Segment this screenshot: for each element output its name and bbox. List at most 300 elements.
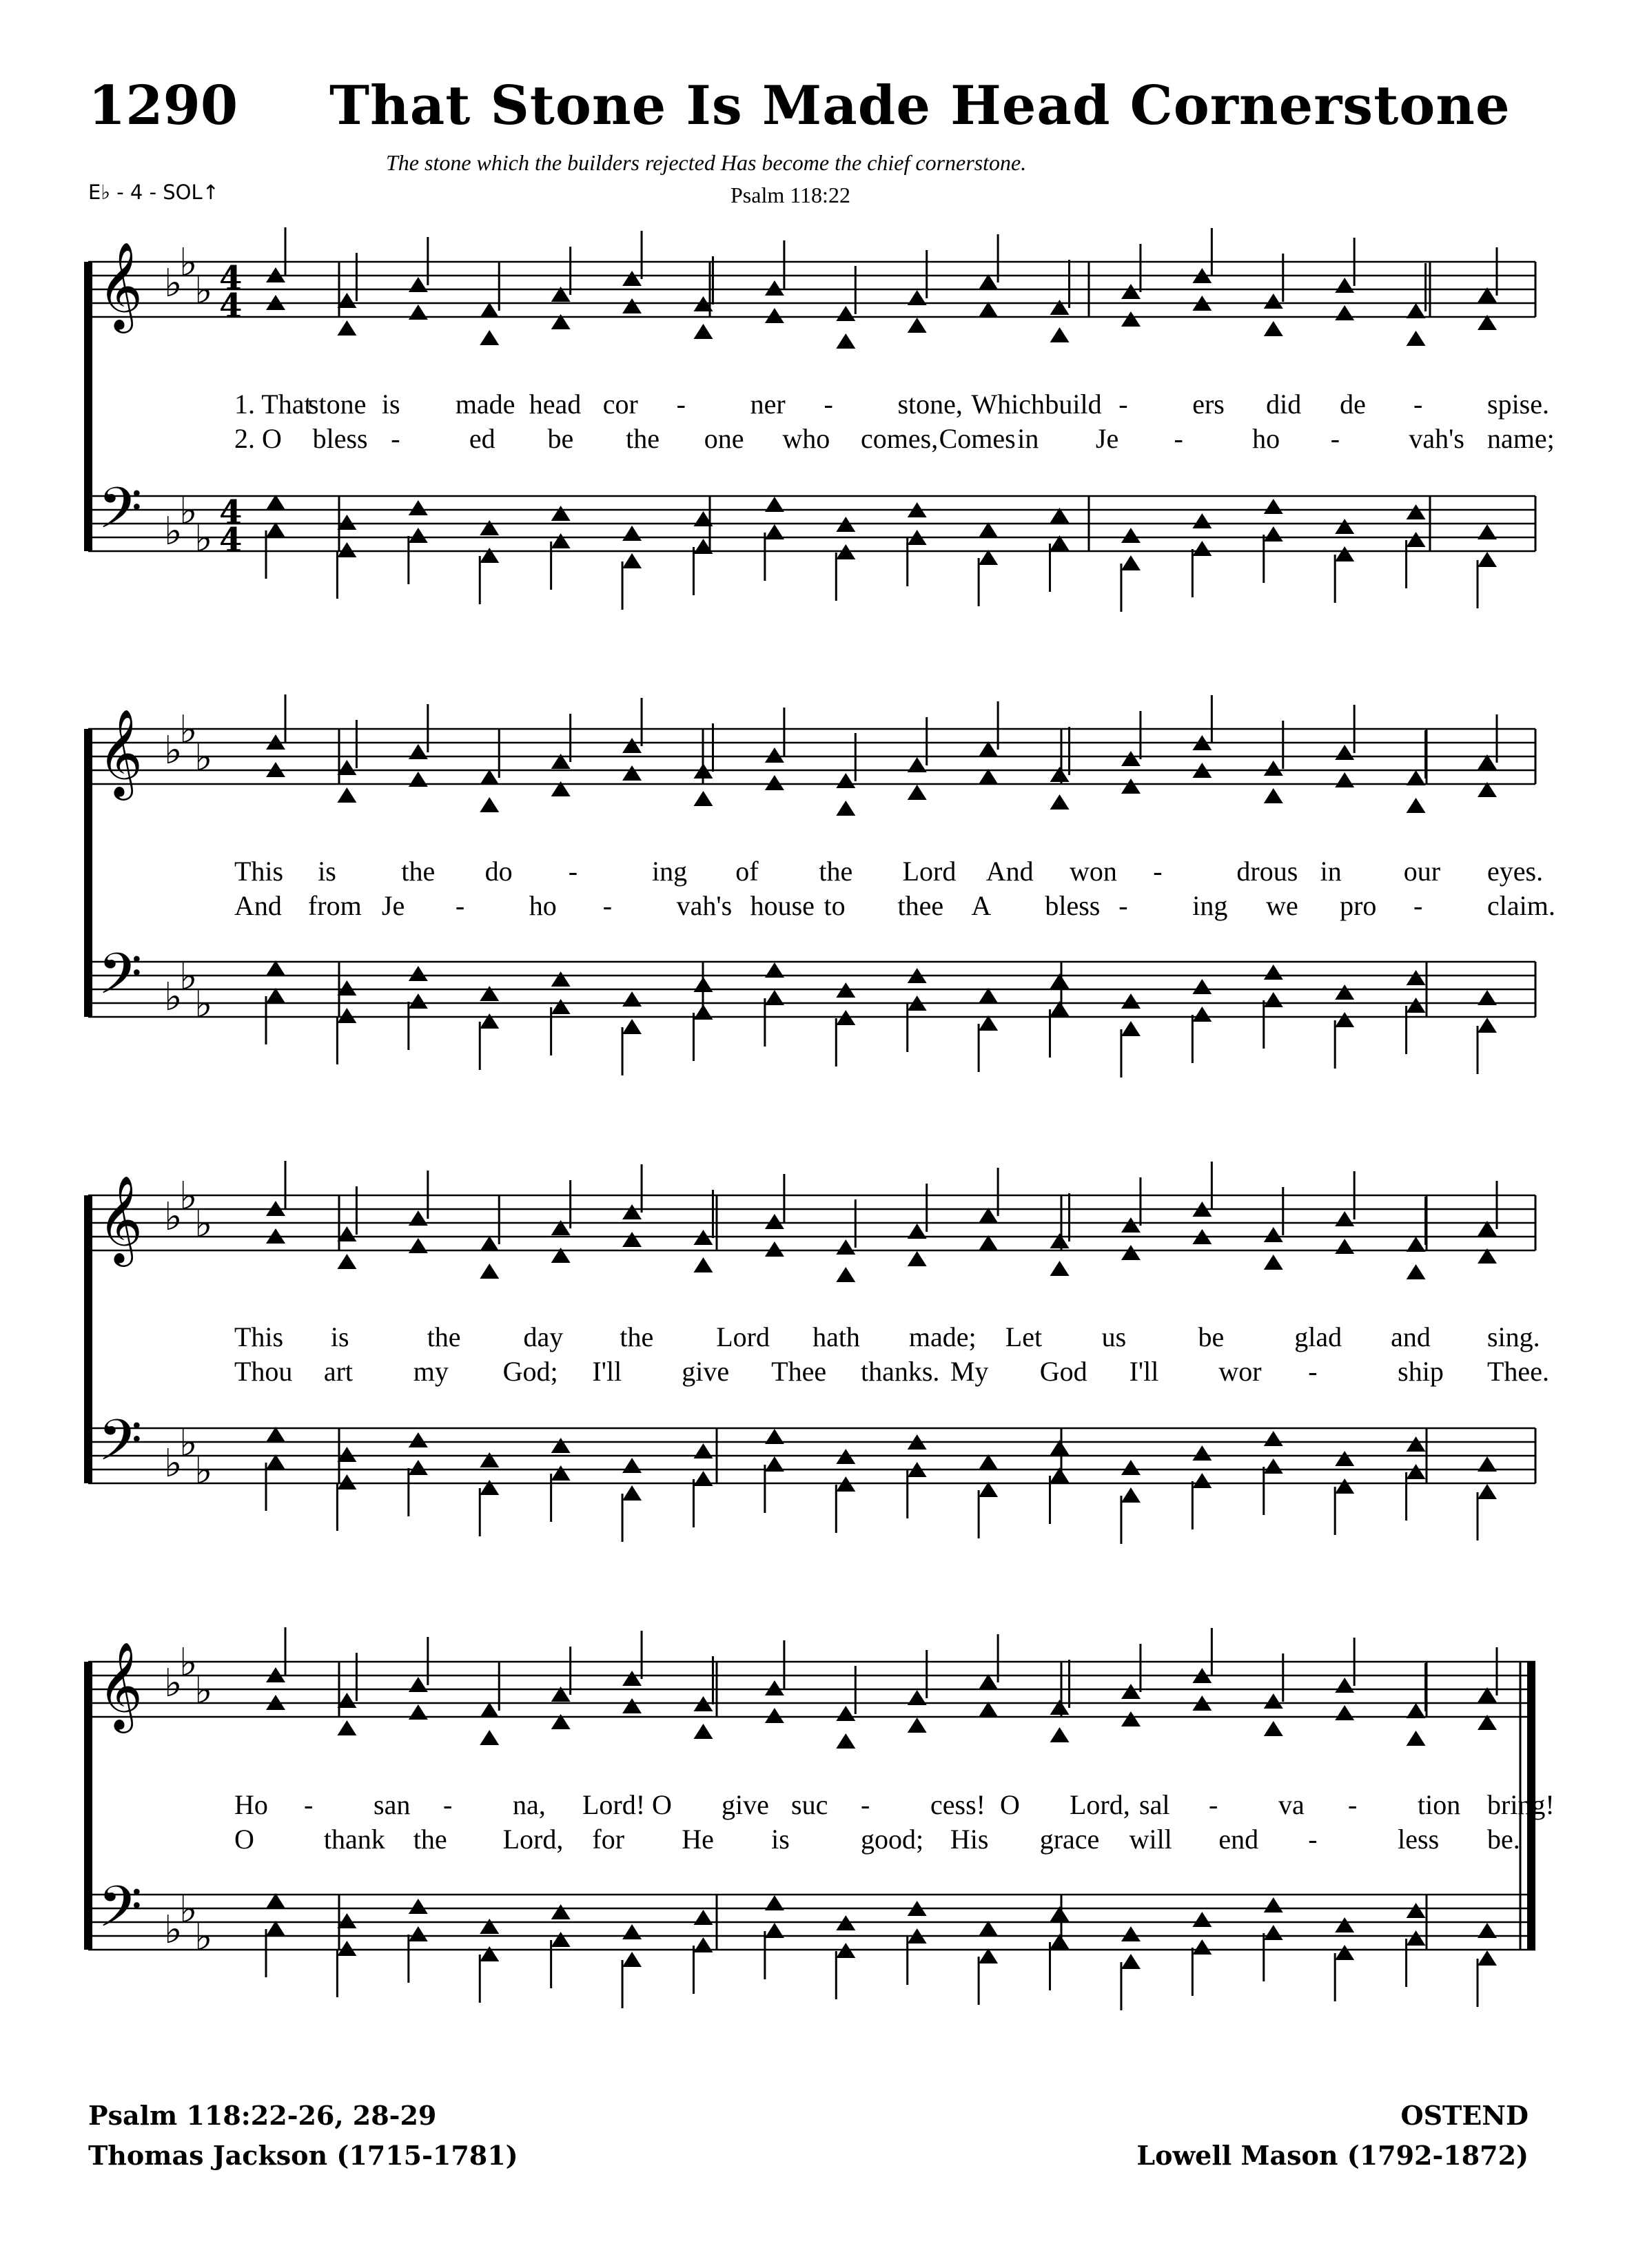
note-head [979,1921,998,1936]
note-head [337,1447,356,1462]
note-head [765,1895,784,1910]
note-head [266,988,285,1003]
bass-clef: 𝄢 [98,475,143,555]
note-head [1407,770,1426,785]
note-head [622,1019,642,1034]
note-head [480,302,499,318]
note-head [1407,1464,1426,1479]
lyric-syllable: name; [1487,423,1555,454]
lyric-line-verse-2 [234,890,1555,921]
lyric-syllable: who [782,423,830,454]
note-head [409,1899,428,1914]
music-system [84,694,1555,1078]
note-head [1478,1484,1497,1499]
lyric-syllable: of [735,856,759,887]
note-head [1407,1264,1426,1279]
note-head [765,775,784,790]
note-head [1050,1261,1070,1276]
flat-sign: ♭ [179,954,198,999]
lyric-syllable: art [323,1356,354,1387]
note-head [836,1267,855,1282]
note-head [1050,1727,1070,1742]
note-head [1192,1912,1212,1927]
lyric-syllable: sal [1139,1789,1170,1820]
note-head [337,1226,356,1241]
treble-clef: 𝄞 [98,708,143,796]
system-bracket [84,262,92,551]
note-head [1264,1227,1283,1242]
note-head [1050,767,1070,782]
music-system [84,1627,1555,2010]
note-head [765,1214,784,1229]
note-head [622,1698,642,1713]
note-head [979,1016,998,1031]
note-head [1335,1211,1354,1226]
note-head [908,1224,927,1239]
note-head [1407,970,1426,985]
note-head [1335,1705,1354,1720]
note-head [693,324,713,339]
lyric-syllable: ers [1192,389,1225,420]
note-head [1264,992,1283,1007]
note-head [979,1482,998,1497]
lyric-syllable: Lord, [1070,1789,1130,1820]
lyric-syllable: and [1391,1321,1431,1352]
lyric-syllable: stone [307,389,367,420]
note-head [1407,303,1426,318]
lyric-syllable: glad [1294,1321,1342,1352]
lyric-syllable: ing [652,856,688,887]
note-head [551,1438,571,1453]
note-head [979,1702,998,1717]
note-head [693,1724,713,1739]
lyric-syllable: 1. That [234,389,312,420]
tune-name: OSTEND [1400,2100,1529,2131]
lyric-syllable: I'll [592,1356,622,1387]
lyric-syllable: tion [1418,1789,1461,1820]
note-head [551,1465,571,1481]
lyric-syllable: for [592,1824,625,1855]
lyric-syllable: less [1398,1824,1440,1855]
note-head [1121,1684,1141,1699]
note-head [836,1706,855,1721]
note-head [836,1239,855,1255]
note-head [337,980,356,996]
time-signature-bottom: 4 [219,521,243,559]
lyric-syllable: O [234,1824,254,1855]
lyric-syllable: is [330,1321,349,1352]
note-head [409,277,428,292]
lyric-syllable: ed [469,423,495,454]
flat-sign: ♭ [194,268,213,313]
lyric-syllable: in [1017,423,1039,454]
note-head [622,1671,642,1686]
note-head [480,986,499,1001]
note-head [480,1480,499,1495]
note-head [765,1923,784,1938]
key-signature-info: E♭ - 4 - SOL↑ [88,181,219,204]
note-head [1050,794,1070,810]
lyric-syllable: Ho [234,1789,268,1820]
treble-clef: 𝄞 [98,1641,143,1729]
note-head [337,320,356,336]
lyric-line-verse-1 [234,389,1549,420]
note-head [337,1720,356,1735]
hymn-title: That Stone Is Made Head Cornerstone [329,74,1511,137]
lyric-syllable: cor [602,389,638,420]
note-head [765,1456,784,1472]
note-head [693,1910,713,1925]
note-head [979,1674,998,1689]
note-head [480,1730,499,1745]
note-head [836,773,855,788]
note-head [1335,1239,1354,1254]
note-head [409,772,428,787]
lyric-syllable: Je [381,890,405,921]
note-head [1264,321,1283,336]
lyric-syllable: one [704,423,744,454]
note-head [622,271,642,286]
note-head [908,1251,927,1266]
note-head [836,801,855,816]
note-head [908,1718,927,1733]
note-head [765,748,784,763]
lyric-syllable: be [547,423,574,454]
lyric-syllable: - [1118,389,1128,420]
note-head [480,1702,499,1718]
note-head [337,542,356,557]
bass-clef: 𝄢 [98,940,143,1021]
lyric-syllable: Thee. [1487,1356,1549,1387]
note-head [622,1485,642,1501]
system-bracket [84,1195,92,1483]
note-head [337,515,356,530]
note-head [979,769,998,784]
lyric-syllable: us [1101,1321,1127,1352]
lyric-syllable: the [620,1321,654,1352]
lyric-syllable: Thou [234,1356,293,1387]
note-head [1407,1237,1426,1252]
lyric-syllable: won [1070,856,1117,887]
note-head [480,1919,499,1934]
lyric-syllable: spise. [1487,389,1549,420]
note-head [266,522,285,537]
flat-sign: ♭ [179,708,198,752]
lyric-syllable: bless [1045,890,1101,921]
note-head [1264,1897,1283,1913]
note-head [1121,1487,1141,1503]
lyric-syllable: head [529,389,582,420]
lyric-syllable: day [523,1321,564,1352]
flat-sign: ♭ [164,728,183,773]
lyric-syllable: de [1340,389,1366,420]
note-head [1335,745,1354,760]
note-head [1407,532,1426,547]
note-head [622,765,642,781]
note-head [480,1452,499,1467]
lyric-syllable: did [1266,389,1302,420]
lyric-syllable: build [1045,389,1102,420]
note-head [551,1904,571,1919]
note-head [409,966,428,981]
note-head [409,993,428,1009]
note-head [409,1677,428,1692]
note-head [765,524,784,539]
lyric-syllable: will [1129,1824,1172,1855]
system-bracket [84,1662,92,1950]
lyric-syllable: bless [312,423,368,454]
lyric-syllable: Lord! [582,1789,646,1820]
lyric-syllable: thee [897,890,944,921]
note-head [622,1204,642,1219]
note-head [1335,1478,1354,1494]
lyric-syllable: sing. [1487,1321,1540,1352]
note-head [765,962,784,978]
note-head [765,1680,784,1695]
note-head [266,1427,285,1442]
note-head [1264,1431,1283,1446]
flat-sign: ♭ [164,1908,183,1952]
note-head [1407,331,1426,346]
note-head [1335,278,1354,293]
note-head [1264,788,1283,803]
note-head [1335,1678,1354,1693]
lyric-syllable: give [722,1789,769,1820]
lyric-syllable: made; [908,1321,977,1352]
note-head [1050,327,1070,342]
flat-sign: ♭ [194,735,213,780]
lyric-line-verse-1 [234,1789,1555,1820]
note-head [622,1458,642,1473]
lyric-syllable: drous [1236,856,1298,887]
flat-sign: ♭ [164,1441,183,1486]
note-head [1121,993,1141,1009]
note-head [266,1921,285,1936]
note-head [1407,1731,1426,1746]
note-head [836,1733,855,1749]
note-head [1478,1923,1497,1938]
note-head [1121,1245,1141,1260]
note-head [765,990,784,1005]
lyric-syllable: Je [1095,423,1119,454]
note-head [1335,305,1354,320]
note-head [765,308,784,323]
note-head [979,522,998,537]
note-head [908,290,927,305]
note-head [1192,1939,1212,1955]
lyric-syllable: And [985,856,1034,887]
note-head [409,1238,428,1253]
note-head [1478,552,1497,567]
flat-sign: ♭ [194,982,213,1027]
lyric-syllable: - [1174,423,1183,454]
lyric-syllable: - [1118,890,1128,921]
note-head [409,528,428,543]
lyric-syllable: ship [1398,1356,1444,1387]
lyric-syllable: we [1266,890,1298,921]
note-head [836,306,855,321]
lyric-syllable: My [950,1356,989,1387]
note-head [337,1474,356,1489]
note-head [765,1241,784,1257]
note-head [693,1471,713,1486]
note-head [1264,526,1283,542]
lyric-syllable: wor [1218,1356,1262,1387]
lyric-line-verse-2 [234,423,1555,454]
note-head [1264,761,1283,776]
bass-clef: 𝄢 [98,1407,143,1487]
note-head [979,1235,998,1250]
lyric-syllable: God [1039,1356,1087,1387]
note-head [480,797,499,812]
lyric-syllable: hath [812,1321,860,1352]
lyric-syllable: This [234,1321,284,1352]
note-head [480,1946,499,1961]
note-head [1335,1945,1354,1960]
note-head [1264,293,1283,309]
note-head [1478,1456,1497,1472]
note-head [1121,555,1141,570]
lyric-line-verse-1 [234,856,1543,887]
lyric-syllable: ner [750,389,786,420]
note-head [622,1952,642,1967]
note-head [551,971,571,987]
note-head [1478,524,1497,539]
lyric-syllable: Comes [939,423,1016,454]
note-head [622,1924,642,1939]
lyric-syllable: - [861,1789,870,1820]
lyric-line-verse-2 [234,1356,1549,1387]
lyric-syllable: He [682,1824,714,1855]
note-head [622,298,642,313]
lyric-syllable: the [413,1824,447,1855]
note-head [1050,300,1070,315]
note-head [1407,798,1426,813]
note-head [1121,1021,1141,1036]
lyric-syllable: - [568,856,578,887]
note-head [836,333,855,349]
note-head [551,999,571,1014]
note-head [1121,528,1141,543]
note-head [1264,965,1283,980]
note-head [622,526,642,541]
lyric-syllable: comes, [861,423,939,454]
lyric-syllable: - [304,1789,314,1820]
lyric-syllable: the [819,856,853,887]
lyric-syllable: vah's [676,890,733,921]
note-head [1192,1007,1212,1022]
note-head [1335,1012,1354,1027]
flat-sign: ♭ [194,1448,213,1493]
note-head [480,548,499,563]
note-head [908,1690,927,1705]
lyric-syllable: the [427,1321,461,1352]
note-head [266,1893,285,1908]
time-signature-bottom: 4 [219,287,243,325]
note-head [1121,779,1141,794]
text-author: Thomas Jackson (1715-1781) [88,2140,518,2171]
lyric-syllable: Lord [716,1321,770,1352]
lyric-syllable: ho [529,890,557,921]
note-head [622,1232,642,1247]
lyric-syllable: give [682,1356,730,1387]
note-head [908,318,927,333]
note-head [480,1264,499,1279]
flat-sign: ♭ [164,509,183,554]
note-head [1121,311,1141,327]
note-head [1407,1930,1426,1946]
note-head [1264,1458,1283,1474]
lyric-syllable: Lord [902,856,957,887]
lyric-syllable: the [401,856,436,887]
note-head [409,1460,428,1475]
lyric-syllable: pro [1340,890,1377,921]
note-head [337,293,356,308]
note-head [979,302,998,317]
lyric-syllable: - [824,389,833,420]
lyric-syllable: to [824,890,846,921]
time-signature-top: 4 [219,259,243,298]
lyric-syllable: bring! [1487,1789,1555,1820]
flat-sign: ♭ [164,975,183,1020]
lyric-syllable: Lord, [502,1824,564,1855]
lyric-syllable: - [1330,423,1340,454]
note-head [480,1236,499,1251]
note-head [409,305,428,320]
lyric-syllable: thanks. [861,1356,940,1387]
system-bracket [84,729,92,1017]
lyric-syllable: is [771,1824,790,1855]
note-head [693,977,713,992]
note-head [409,500,428,515]
lyric-syllable: san [374,1789,411,1820]
treble-clef: 𝄞 [98,1175,143,1263]
lyric-syllable: - [1348,1789,1358,1820]
flat-sign: ♭ [194,1202,213,1246]
note-head [551,506,571,521]
lyric-syllable: O [1000,1789,1020,1820]
hymn-number: 1290 [88,74,238,137]
note-head [1192,1445,1212,1461]
note-head [409,1704,428,1720]
note-head [1264,1693,1283,1709]
note-head [765,280,784,296]
note-head [337,1693,356,1708]
music-system [84,227,1555,612]
lyric-syllable: - [1153,856,1163,887]
note-head [1121,1954,1141,1969]
lyric-syllable: the [626,423,660,454]
note-head [337,760,356,775]
lyric-syllable: - [455,890,465,921]
note-head [337,787,356,803]
note-head [1192,979,1212,994]
epigraph-reference: Psalm 118:22 [730,183,850,207]
flat-sign: ♭ [194,516,213,561]
bass-clef: 𝄢 [98,1873,143,1954]
lyric-syllable: His [950,1824,989,1855]
lyric-syllable: - [1209,1789,1218,1820]
lyric-syllable: - [391,423,400,454]
note-head [480,520,499,535]
note-head [693,1443,713,1458]
lyric-syllable: eyes. [1487,856,1544,887]
lyric-line-verse-2 [234,1824,1520,1855]
note-head [979,988,998,1003]
note-head [979,1208,998,1223]
note-head [480,1013,499,1029]
lyric-syllable: our [1403,856,1441,887]
